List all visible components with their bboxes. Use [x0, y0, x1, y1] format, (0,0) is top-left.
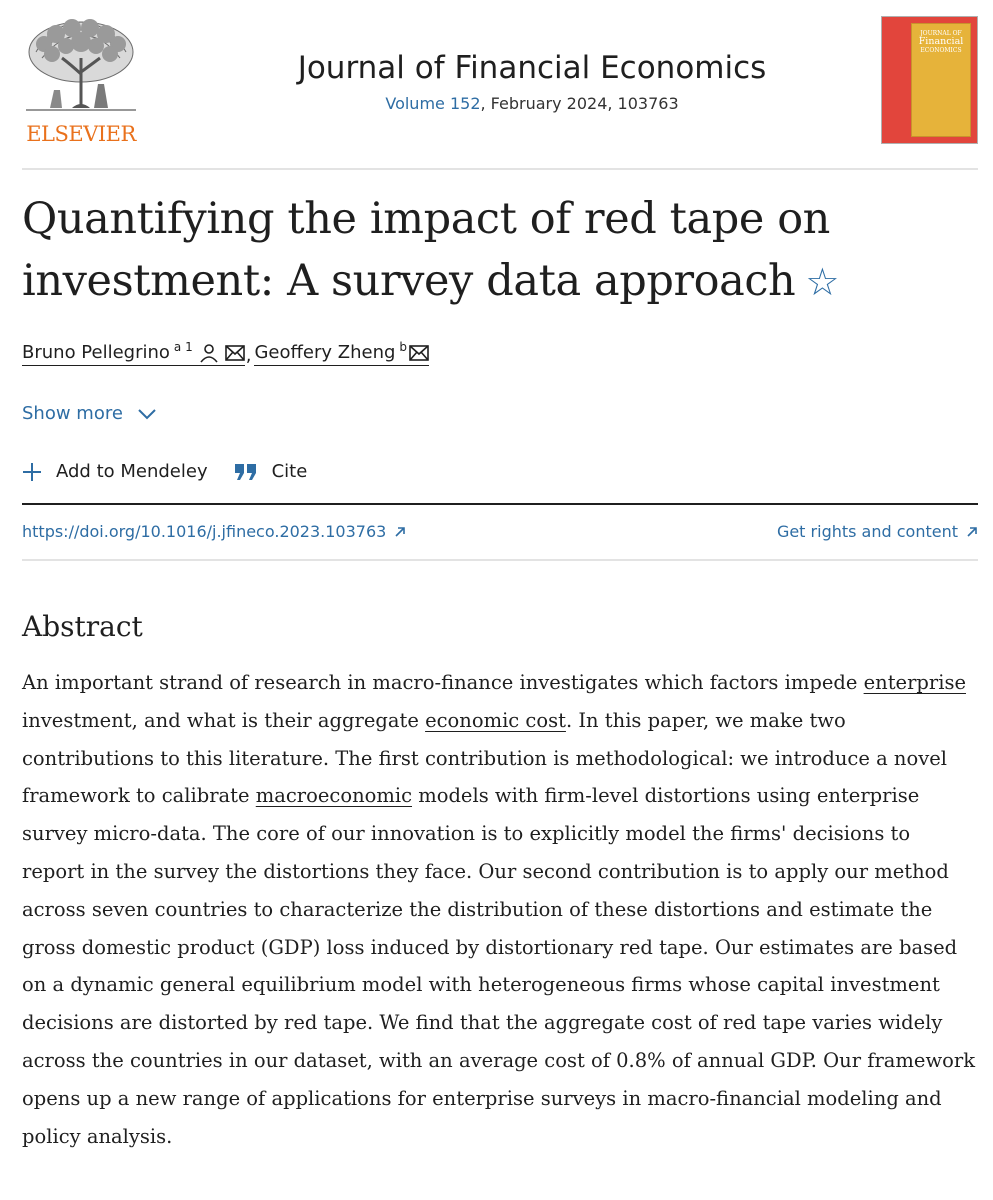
abstract-body — [22, 664, 978, 1155]
journal-title[interactable]: Journal of Financial Economics — [297, 50, 767, 86]
cover-line-2: Financial — [918, 36, 964, 47]
abstract-text-1: An important strand of research in macro-finance investigates which factors impede — [22, 671, 864, 694]
journal-cover[interactable] — [881, 16, 978, 144]
author-2-affiliation: b — [399, 339, 408, 354]
external-link-icon — [394, 526, 406, 538]
title-footnote-star-icon[interactable]: ☆ — [805, 260, 839, 304]
cover-line-1: JOURNAL OF — [920, 30, 962, 37]
journal-info — [222, 50, 842, 113]
publisher-name: ELSEVIER — [26, 122, 136, 146]
journal-cover-inner — [911, 23, 971, 137]
external-link-icon — [966, 526, 978, 538]
add-to-mendeley-button[interactable] — [22, 461, 208, 482]
chevron-down-icon — [137, 408, 157, 420]
cite-button[interactable] — [234, 461, 308, 482]
get-rights-text: Get rights and content — [776, 522, 958, 541]
author-1-affiliation: a 1 — [173, 339, 193, 354]
topic-link-macroeconomic[interactable]: macroeconomic — [255, 784, 413, 808]
show-more-label: Show more — [22, 403, 123, 424]
abstract-heading: Abstract — [22, 610, 143, 643]
issue-details: , February 2024, 103763 — [480, 94, 679, 113]
show-more-button[interactable] — [22, 403, 157, 424]
person-icon — [199, 343, 219, 363]
elsevier-logo[interactable] — [22, 14, 140, 146]
volume-link[interactable]: Volume 152 — [385, 94, 481, 113]
email-icon — [225, 345, 245, 361]
author-separator: , — [245, 345, 252, 366]
abstract-text-3: . In this paper, we make two contributions to this literature. The first contribution is methodological: we introduce a novel framework to calibrate — [22, 708, 948, 808]
article-actions — [22, 461, 333, 482]
author-2-name: Geoffery Zheng — [254, 342, 396, 363]
topic-link-economic-cost[interactable]: economic cost — [425, 708, 566, 732]
article-title-text: Quantifying the impact of red tape on investment: A survey data approach — [22, 194, 830, 306]
quote-icon — [234, 463, 258, 481]
author-1[interactable] — [22, 339, 245, 366]
cite-label: Cite — [271, 461, 308, 482]
author-list — [22, 339, 429, 366]
journal-header — [22, 14, 978, 146]
author-2[interactable] — [254, 339, 429, 366]
actions-divider — [22, 503, 978, 505]
abstract-text-2: investment, and what is their aggregate — [22, 708, 426, 732]
article-title — [22, 188, 978, 313]
add-to-mendeley-label: Add to Mendeley — [56, 461, 208, 482]
topic-link-enterprise[interactable]: enterprise — [863, 671, 966, 694]
doi-link-text: https://doi.org/10.1016/j.jfineco.2023.103763 — [22, 522, 387, 541]
doi-divider — [22, 559, 978, 561]
tree-icon — [22, 14, 140, 118]
author-1-name: Bruno Pellegrino — [22, 342, 170, 363]
get-rights-link[interactable] — [777, 522, 978, 541]
doi-link[interactable] — [22, 522, 406, 541]
plus-icon — [22, 462, 42, 482]
header-divider — [22, 168, 978, 170]
email-icon — [409, 345, 429, 361]
abstract-text-4: models with firm-level distortions using enterprise survey micro-data. The core of our innovation is to explicitly model the firms' decisions to report in the survey the distortions they face. Our second contribution is to apply our method across seven countries to characterize the distribution of these distortions and estimate the gross domestic product (GDP) loss induced by distortionary red tape. Our estimates are based on a dynamic general equilibrium model with heterogeneous firms whose capital investment decisions are distorted by red tape. We find that the aggregate cost of red tape varies widely across the countries in our dataset, with an average cost of 0.8% of annual GDP. Our framework opens up a new range of applications for enterprise surveys in macro-financial modeling and policy analysis. — [22, 784, 976, 1148]
doi-row — [22, 522, 978, 541]
cover-line-3: ECONOMICS — [920, 47, 962, 54]
issue-line — [222, 94, 842, 113]
